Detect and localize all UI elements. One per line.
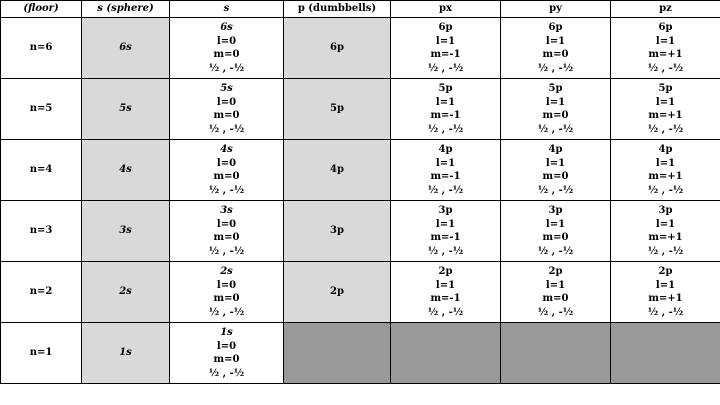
p-dumbbells-cell: 5p	[284, 79, 391, 140]
s-sphere-cell: 4s	[82, 140, 170, 201]
l-value: l=0	[216, 340, 237, 352]
s-orbital-cell	[170, 262, 284, 323]
s-sphere-cell: 5s	[82, 79, 170, 140]
header-p-dumbbells: p (dumbbells)	[284, 1, 391, 18]
px-orbital-cell	[391, 140, 501, 201]
empty-cell	[501, 323, 611, 384]
spin-values: ½ , -½	[537, 184, 574, 196]
orbital-symbol: 3p	[548, 205, 563, 216]
pz-orbital-cell	[611, 140, 720, 201]
m-value: m=+1	[648, 293, 683, 304]
header-floor: (floor)	[1, 1, 82, 18]
l-value: l=1	[435, 157, 456, 169]
p-dumbbells-cell: 4p	[284, 140, 391, 201]
orbital-symbol: 5p	[438, 83, 453, 94]
orbital-symbol: 4s	[220, 144, 233, 155]
spin-values: ½ , -½	[427, 245, 464, 257]
m-value: m=-1	[430, 293, 461, 304]
m-value: m=0	[213, 171, 240, 182]
spin-values: ½ , -½	[537, 123, 574, 135]
l-value: l=1	[655, 279, 676, 291]
spin-values: ½ , -½	[647, 245, 684, 257]
spin-values: ½ , -½	[537, 245, 574, 257]
py-orbital-cell	[501, 18, 611, 79]
orbital-symbol: 3p	[658, 205, 673, 216]
l-value: l=0	[216, 96, 237, 108]
floor-cell: n=4	[1, 140, 82, 201]
floor-cell: n=1	[1, 323, 82, 384]
m-value: m=0	[542, 293, 569, 304]
spin-values: ½ , -½	[537, 62, 574, 74]
l-value: l=1	[545, 35, 566, 47]
m-value: m=+1	[648, 110, 683, 121]
orbital-symbol: 2s	[220, 266, 233, 277]
orbital-symbol: 5s	[220, 83, 233, 94]
empty-cell	[611, 323, 720, 384]
orbital-symbol: 4p	[548, 144, 563, 155]
empty-cell	[391, 323, 501, 384]
m-value: m=0	[213, 49, 240, 60]
m-value: m=+1	[648, 232, 683, 243]
l-value: l=1	[545, 157, 566, 169]
table-row	[1, 323, 720, 384]
orbital-symbol: 2p	[658, 266, 673, 277]
s-sphere-cell: 6s	[82, 18, 170, 79]
spin-values: ½ , -½	[208, 184, 245, 196]
header-pz: pz	[611, 1, 720, 18]
floor-cell: n=3	[1, 201, 82, 262]
s-orbital-cell	[170, 201, 284, 262]
pz-orbital-cell	[611, 18, 720, 79]
l-value: l=1	[435, 218, 456, 230]
orbital-symbol: 5p	[658, 83, 673, 94]
orbital-symbol: 6p	[438, 22, 453, 33]
orbital-symbol: 5p	[548, 83, 563, 94]
l-value: l=0	[216, 279, 237, 291]
table-row	[1, 140, 720, 201]
spin-values: ½ , -½	[647, 306, 684, 318]
l-value: l=0	[216, 157, 237, 169]
spin-values: ½ , -½	[208, 123, 245, 135]
l-value: l=1	[545, 218, 566, 230]
m-value: m=0	[213, 354, 240, 365]
p-dumbbells-cell: 3p	[284, 201, 391, 262]
l-value: l=0	[216, 218, 237, 230]
header-py: py	[501, 1, 611, 18]
m-value: m=+1	[648, 171, 683, 182]
spin-values: ½ , -½	[208, 245, 245, 257]
l-value: l=1	[435, 96, 456, 108]
floor-cell: n=5	[1, 79, 82, 140]
spin-values: ½ , -½	[537, 306, 574, 318]
px-orbital-cell	[391, 201, 501, 262]
pz-orbital-cell	[611, 262, 720, 323]
m-value: m=0	[213, 293, 240, 304]
s-sphere-cell: 3s	[82, 201, 170, 262]
spin-values: ½ , -½	[208, 306, 245, 318]
px-orbital-cell	[391, 262, 501, 323]
m-value: m=0	[542, 171, 569, 182]
py-orbital-cell	[501, 262, 611, 323]
orbital-symbol: 2p	[548, 266, 563, 277]
orbital-symbol: 6p	[658, 22, 673, 33]
m-value: m=0	[213, 110, 240, 121]
orbital-symbol: 3s	[220, 205, 233, 216]
table-row	[1, 262, 720, 323]
l-value: l=1	[545, 279, 566, 291]
m-value: m=+1	[648, 49, 683, 60]
orbital-symbol: 1s	[220, 327, 233, 338]
s-orbital-cell	[170, 79, 284, 140]
spin-values: ½ , -½	[647, 184, 684, 196]
orbital-symbol: 3p	[438, 205, 453, 216]
l-value: l=1	[655, 157, 676, 169]
spin-values: ½ , -½	[427, 62, 464, 74]
py-orbital-cell	[501, 79, 611, 140]
l-value: l=1	[435, 279, 456, 291]
spin-values: ½ , -½	[208, 367, 245, 379]
l-value: l=1	[435, 35, 456, 47]
px-orbital-cell	[391, 79, 501, 140]
orbital-symbol: 4p	[658, 144, 673, 155]
s-sphere-cell: 2s	[82, 262, 170, 323]
table-row	[1, 18, 720, 79]
m-value: m=0	[542, 232, 569, 243]
spin-values: ½ , -½	[427, 123, 464, 135]
empty-cell	[284, 323, 391, 384]
pz-orbital-cell	[611, 201, 720, 262]
m-value: m=-1	[430, 110, 461, 121]
s-orbital-cell	[170, 18, 284, 79]
s-sphere-cell: 1s	[82, 323, 170, 384]
header-s: s	[170, 1, 284, 18]
m-value: m=0	[542, 49, 569, 60]
header-row	[1, 1, 720, 18]
table-row	[1, 79, 720, 140]
floor-cell: n=6	[1, 18, 82, 79]
p-dumbbells-cell: 2p	[284, 262, 391, 323]
spin-values: ½ , -½	[427, 184, 464, 196]
floor-cell: n=2	[1, 262, 82, 323]
pz-orbital-cell	[611, 79, 720, 140]
spin-values: ½ , -½	[427, 306, 464, 318]
header-px: px	[391, 1, 501, 18]
m-value: m=-1	[430, 171, 461, 182]
m-value: m=0	[542, 110, 569, 121]
table-row	[1, 201, 720, 262]
header-s-sphere: s (sphere)	[82, 1, 170, 18]
l-value: l=1	[545, 96, 566, 108]
spin-values: ½ , -½	[647, 62, 684, 74]
orbital-symbol: 6p	[548, 22, 563, 33]
orbital-symbol: 4p	[438, 144, 453, 155]
px-orbital-cell	[391, 18, 501, 79]
py-orbital-cell	[501, 201, 611, 262]
py-orbital-cell	[501, 140, 611, 201]
p-dumbbells-cell: 6p	[284, 18, 391, 79]
l-value: l=0	[216, 35, 237, 47]
m-value: m=0	[213, 232, 240, 243]
spin-values: ½ , -½	[647, 123, 684, 135]
s-orbital-cell	[170, 140, 284, 201]
l-value: l=1	[655, 218, 676, 230]
l-value: l=1	[655, 96, 676, 108]
m-value: m=-1	[430, 49, 461, 60]
spin-values: ½ , -½	[208, 62, 245, 74]
orbital-symbol: 2p	[438, 266, 453, 277]
m-value: m=-1	[430, 232, 461, 243]
l-value: l=1	[655, 35, 676, 47]
orbital-symbol: 6s	[220, 22, 233, 33]
s-orbital-cell	[170, 323, 284, 384]
